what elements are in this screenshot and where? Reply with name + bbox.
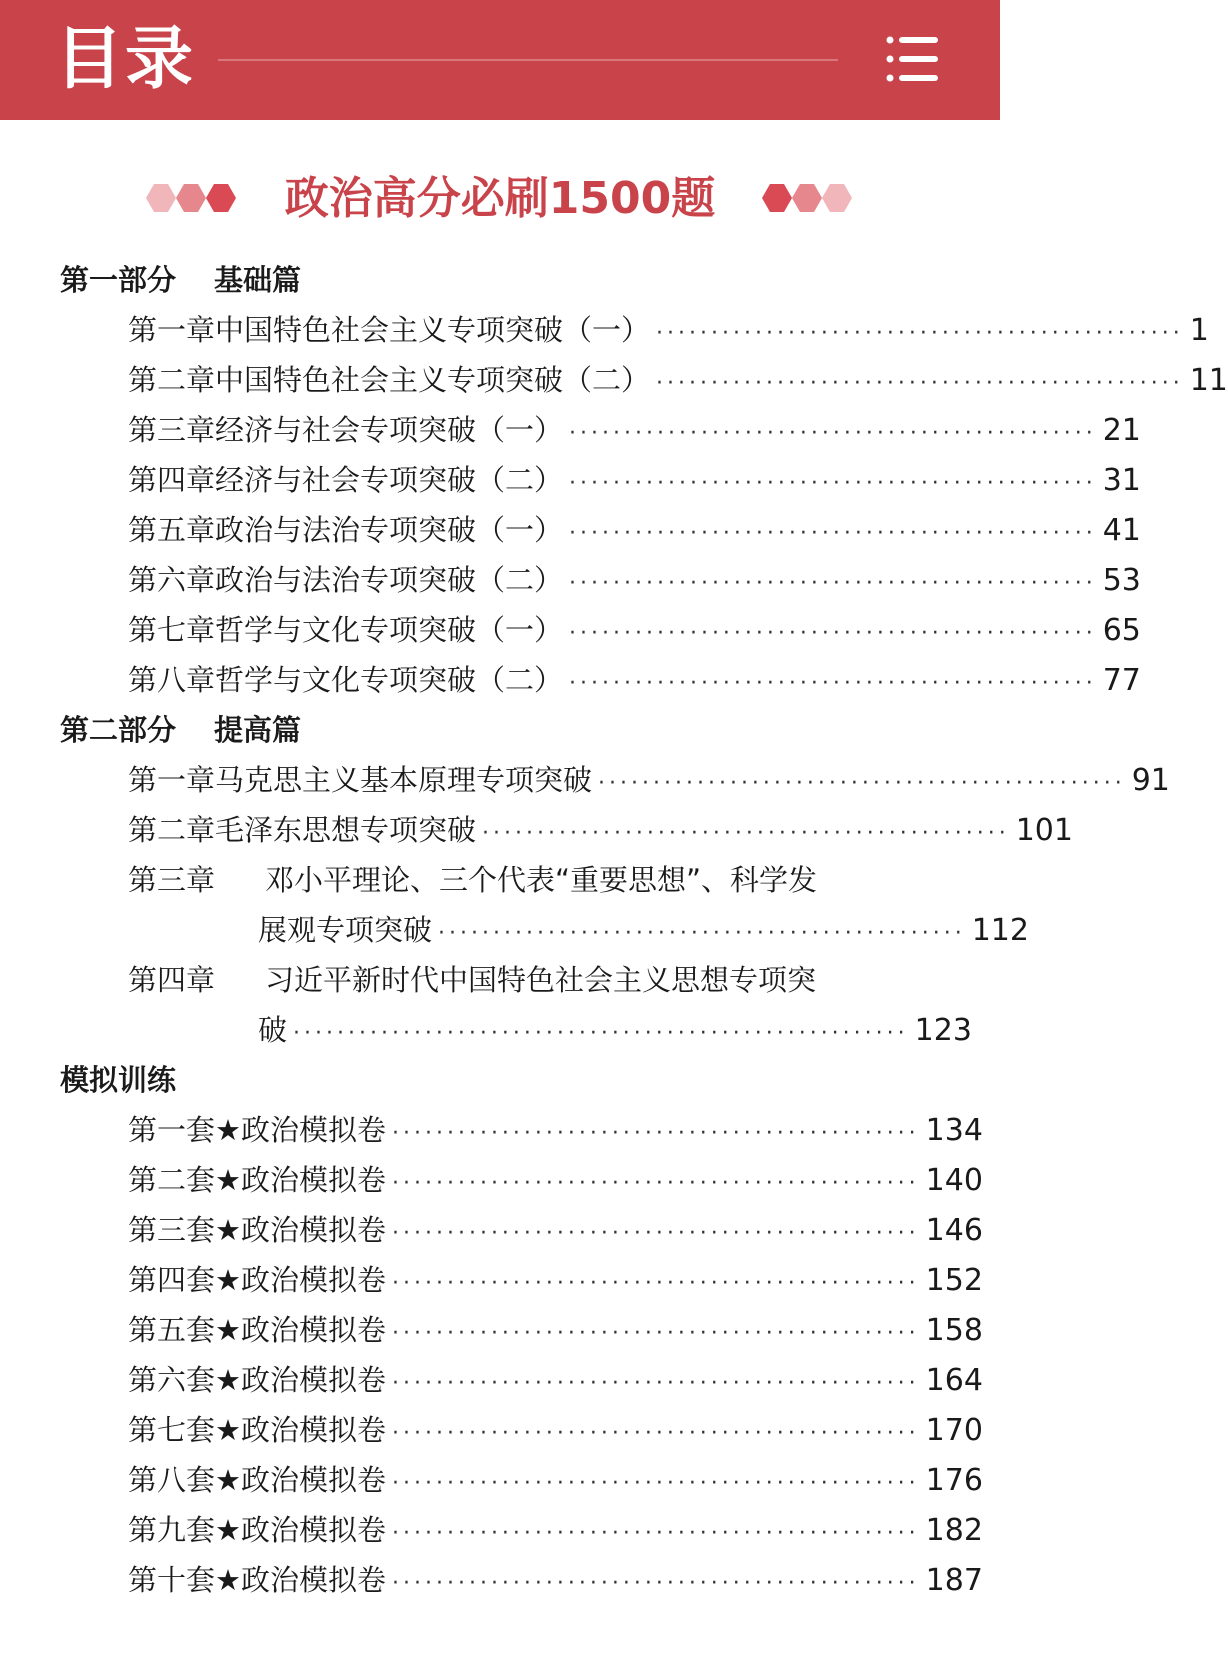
book-title: 政治高分必刷1500题 [284, 173, 716, 224]
toc-entry[interactable]: 第二章 毛泽东思想专项突破 ················································ 101 [128, 813, 1073, 848]
header-bar [0, 0, 1000, 120]
toc-entry[interactable]: 第八章 哲学与文化专项突破（二） ················································ 77 [128, 663, 1141, 698]
part-heading: 第一部分 基础篇 [60, 263, 302, 297]
part-heading: 模拟训练 [60, 1063, 177, 1097]
toc-entry[interactable]: 第一章 中国特色社会主义专项突破（一） ················································ 1 [128, 313, 1209, 348]
toc-entry[interactable]: 第二章 中国特色社会主义专项突破（二） ················································ 11 [128, 363, 1228, 398]
toc-entry[interactable]: 第十套★政治模拟卷 ················································ 187 [128, 1563, 983, 1598]
header-divider [218, 59, 838, 61]
toc-entry[interactable]: 第八套★政治模拟卷 ················································ 176 [128, 1463, 983, 1498]
toc-entry[interactable]: 第三套★政治模拟卷 ················································ 146 [128, 1213, 983, 1248]
toc-entry[interactable]: 第三章 经济与社会专项突破（一） ················································ 21 [128, 413, 1141, 448]
toc-entry[interactable]: 第七章 哲学与文化专项突破（一） ················································ 65 [128, 613, 1141, 648]
table-of-contents [0, 255, 1228, 1605]
toc-entry[interactable]: 第五章 政治与法治专项突破（一） ················································ 41 [128, 513, 1141, 548]
toc-entry[interactable]: 第四章 习近平新时代中国特色社会主义思想专项突 [128, 963, 817, 997]
toc-entry[interactable]: 第一章 马克思主义基本原理专项突破 ················································ 91 [128, 763, 1170, 798]
toc-entry-continued[interactable]: 破 ························································ 123 [258, 1013, 972, 1048]
toc-entry[interactable]: 第六套★政治模拟卷 ················································ 164 [128, 1363, 983, 1398]
toc-entry[interactable]: 第七套★政治模拟卷 ················································ 170 [128, 1413, 983, 1448]
toc-entry[interactable]: 第九套★政治模拟卷 ················································ 182 [128, 1513, 983, 1548]
toc-entry[interactable]: 第三章 邓小平理论、三个代表“重要思想”、科学发 [128, 863, 818, 897]
toc-entry-continued[interactable]: 展观专项突破 ················································ 112 [258, 913, 1029, 948]
list-menu-icon[interactable] [886, 34, 938, 84]
book-title-row [0, 168, 1000, 230]
part-heading: 第二部分 提高篇 [60, 713, 302, 747]
toc-entry[interactable]: 第五套★政治模拟卷 ················································ 158 [128, 1313, 983, 1348]
toc-entry[interactable]: 第六章 政治与法治专项突破（二） ················································ 53 [128, 563, 1141, 598]
toc-entry[interactable]: 第四章 经济与社会专项突破（二） ················································ 31 [128, 463, 1141, 498]
toc-entry[interactable]: 第四套★政治模拟卷 ················································ 152 [128, 1263, 983, 1298]
hexagon-decoration-right-icon [760, 180, 860, 216]
toc-entry[interactable]: 第一套★政治模拟卷 ················································ 134 [128, 1113, 983, 1148]
toc-entry[interactable]: 第二套★政治模拟卷 ················································ 140 [128, 1163, 983, 1198]
page-title: 目录 [55, 20, 196, 99]
